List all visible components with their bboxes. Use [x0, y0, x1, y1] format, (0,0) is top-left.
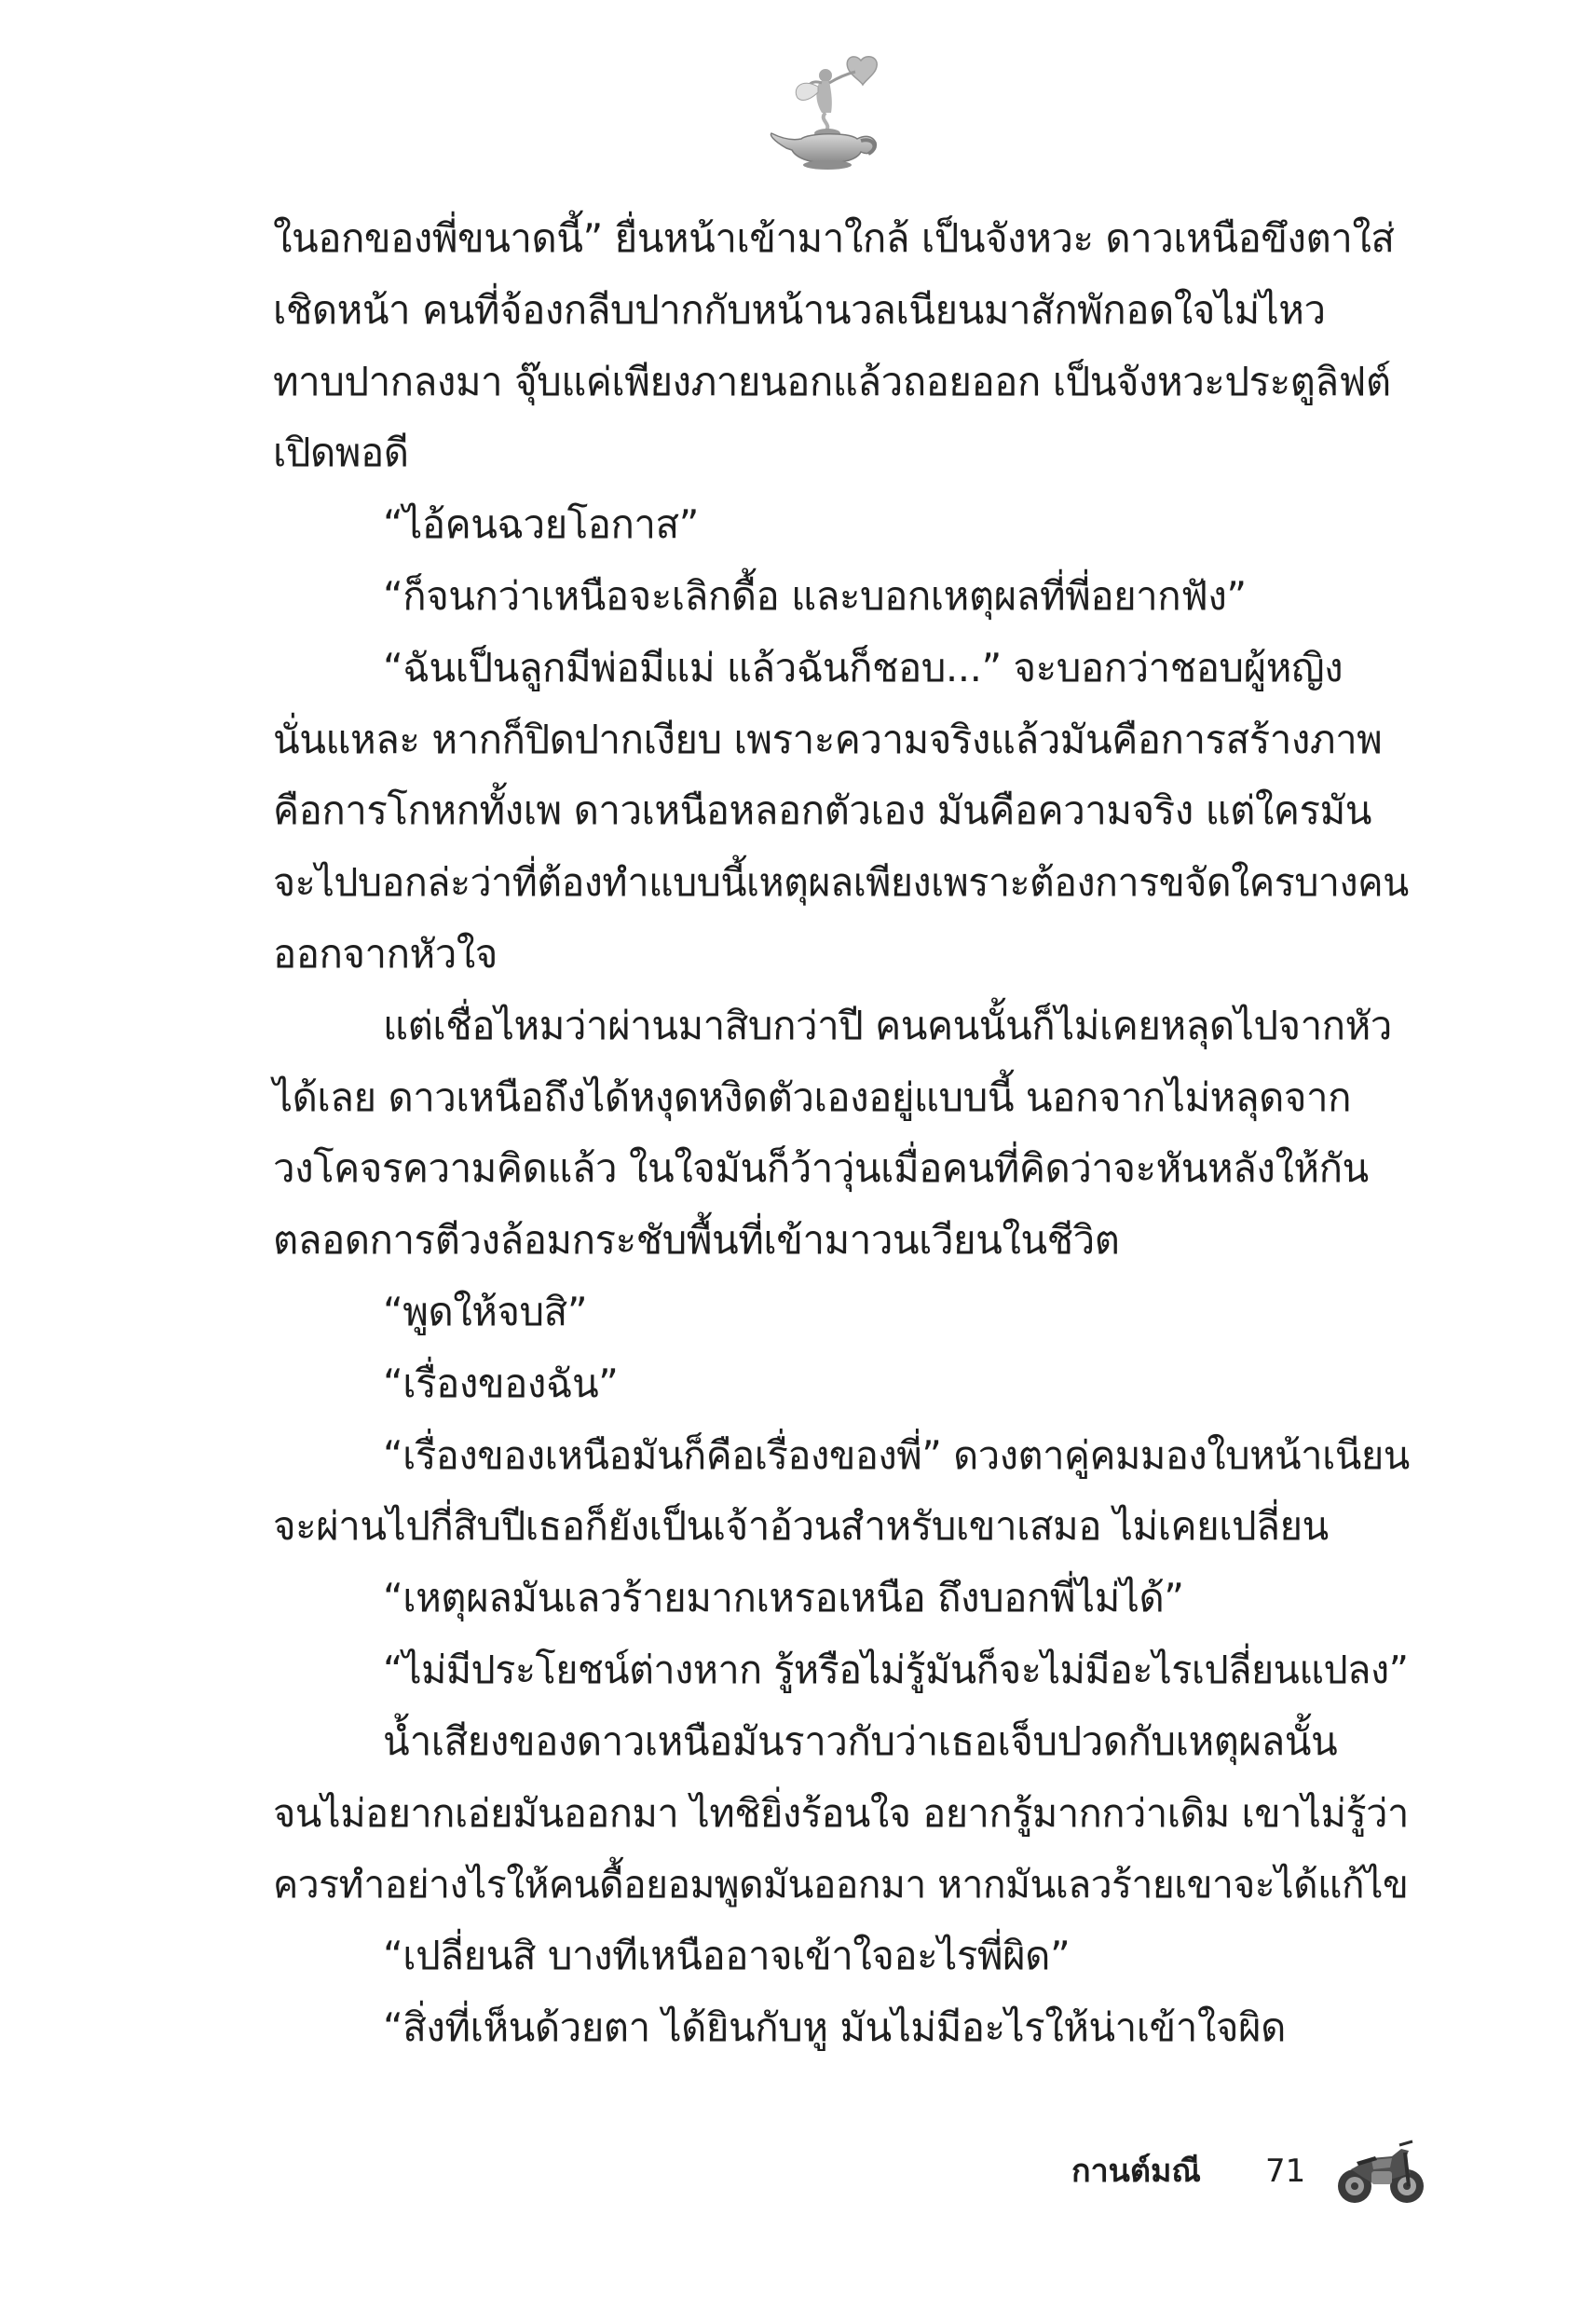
text-line: “เรื่องของฉัน” — [383, 1360, 619, 1406]
text-line: น้ำเสียงของดาวเหนือมันราวกับว่าเธอเจ็บปวดกับเหตุผลนั้น — [383, 1717, 1338, 1764]
text-line: ได้เลย ดาวเหนือถึงได้หงุดหงิดตัวเองอยู่แบบนี้ นอกจากไม่หลุดจาก — [273, 1073, 1351, 1120]
text-line: “สิ่งที่เห็นด้วยตา ได้ยินกับหู มันไม่มีอะไรให้น่าเข้าใจผิด — [383, 2003, 1286, 2050]
text-line: “พูดให้จบสิ” — [383, 1288, 588, 1334]
page-footer — [1071, 2132, 1444, 2216]
text-line: “เปลี่ยนสิ บางทีเหนืออาจเข้าใจอะไรพี่ผิด” — [383, 1933, 1071, 1979]
text-line: ทาบปากลงมา จุ๊บแค่เพียงภายนอกแล้วถอยออก เป็นจังหวะประตูลิฟต์ — [273, 358, 1391, 404]
text-line: เปิดพอดี — [273, 430, 409, 476]
text-line: “เหตุผลมันเลวร้ายมากเหรอเหนือ ถึงบอกพี่ไม่ได้” — [383, 1575, 1184, 1621]
text-line: “เรื่องของเหนือมันก็คือเรื่องของพี่” ดวงตาคู่คมมองใบหน้าเนียน — [383, 1431, 1410, 1478]
text-line: จะไปบอกล่ะว่าที่ต้องทำแบบนี้เหตุผลเพียงเพราะต้องการขจัดใครบางคน — [273, 860, 1409, 906]
text-line: นั่นแหละ หากก็ปิดปากเงียบ เพราะความจริงแล้วมันคือการสร้างภาพ — [273, 716, 1383, 762]
text-line: ตลอดการตีวงล้อมกระชับพื้นที่เข้ามาวนเวียนในชีวิต — [273, 1217, 1120, 1264]
text-line: วงโคจรความคิดแล้ว ในใจมันก็ว้าวุ่นเมื่อคนที่คิดว่าจะหันหลังให้กัน — [273, 1145, 1369, 1192]
text-line: “ก็จนกว่าเหนือจะเลิกดื้อ และบอกเหตุผลที่พี่อยากฟัง” — [383, 572, 1247, 619]
text-line: จะผ่านไปกี่สิบปีเธอก็ยังเป็นเจ้าอ้วนสำหรับเขาเสมอ ไม่เคยเปลี่ยน — [273, 1503, 1329, 1550]
text-line: “ไม่มีประโยชน์ต่างหาก รู้หรือไม่รู้มันก็จะไม่มีอะไรเปลี่ยนแปลง” — [383, 1647, 1409, 1692]
text-line: เชิดหน้า คนที่จ้องกลีบปากกับหน้านวลเนียนมาสักพักอดใจไม่ไหว — [273, 286, 1326, 333]
lamp-with-fairy-icon — [764, 51, 904, 172]
text-line: “ฉันเป็นลูกมีพ่อมีแม่ แล้วฉันก็ชอบ...” จะบอกว่าชอบผู้หญิง — [383, 644, 1344, 691]
text-line: ในอกของพี่ขนาดนี้” ยื่นหน้าเข้ามาใกล้ เป็นจังหวะ ดาวเหนือขึงตาใส่ — [273, 215, 1395, 261]
body-text — [273, 203, 1410, 2064]
text-line: ควรทำอย่างไรให้คนดื้อยอมพูดมันออกมา หากมันเลวร้ายเขาจะได้แก้ไข — [273, 1862, 1409, 1908]
footer-author: กานต์มณี — [1071, 2153, 1201, 2190]
text-line: ออกจากหัวใจ — [273, 930, 498, 977]
motorcycle-icon — [1334, 2132, 1427, 2208]
text-line: คือการโกหกทั้งเพ ดาวเหนือหลอกตัวเอง มันคือความจริง แต่ใครมัน — [273, 787, 1371, 834]
text-line: “ไอ้คนฉวยโอกาส” — [383, 501, 699, 548]
text-line: จนไม่อยากเอ่ยมันออกมา ไทชิยิ่งร้อนใจ อยากรู้มากกว่าเดิม เขาไม่รู้ว่า — [273, 1789, 1409, 1836]
text-line: แต่เชื่อไหมว่าผ่านมาสิบกว่าปี คนคนนั้นก็ไม่เคยหลุดไปจากหัว — [383, 1002, 1392, 1048]
page-number: 71 — [1265, 2153, 1306, 2190]
